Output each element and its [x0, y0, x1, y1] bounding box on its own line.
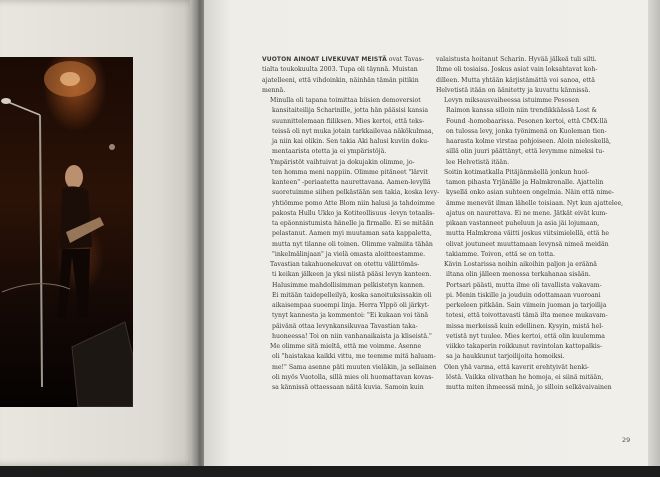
paragraph: [262, 342, 437, 393]
text-line: kysellä onko asian suhteen ongelmia. Näin että nime-: [446, 189, 614, 197]
text-line: huoneessa! Toi on niin vanhanaikaista ja kliseistä.": [272, 332, 432, 340]
text-line: suoretuimme siihen pelkästään sen takia, koska levy-: [272, 189, 440, 197]
text-line: tynyt kannesta ja kommentoi: "Ei kukaan voi tänä: [272, 312, 429, 320]
text-line: suunnittelemaan fiiliksen. Mies kertoi, että teks-: [272, 117, 425, 125]
text-line: pelastanut. Aamen myi muutaman sata kappaletta,: [272, 230, 432, 238]
text-column-2: [436, 55, 624, 393]
right-page: [204, 0, 648, 466]
text-line: tamon pihasta Yrjänälle ja Halmkronalle. Ajattelin: [446, 179, 604, 186]
text-line: ämme menevät ilman lähelle toisiaan. Nyt kun ajattelee,: [446, 199, 624, 207]
text-line: Tavastian takahuonekuvat on otettu välittömäs-: [270, 261, 420, 268]
text-line: haarasta kolme virstaa pohjoiseen. Aloin nieleskellä,: [446, 138, 611, 145]
concert-photo: [0, 57, 133, 407]
text-line: Kävin Lostarissa noihin aikoihin paljon ja eräänä: [444, 261, 597, 268]
paragraph: [436, 96, 611, 168]
paragraph: [262, 158, 440, 261]
text-line: sillä olin juuri päättänyt, että levymme nimeksi tu-: [446, 148, 605, 156]
text-line: Minulla oli tapana toimittaa biisien demoversiot: [270, 97, 421, 104]
text-line: lee Helvetistä itään.: [446, 158, 510, 166]
text-line: mennä.: [262, 86, 286, 94]
text-line: teissä oli nyt muka jotain tarkkailevaa näkökulmaa,: [272, 127, 434, 135]
text-line: Ihme oli tosiaisa. Joskus asiat vain loksahtavat koh-: [436, 66, 598, 74]
text-line: aikaisempaa suoempi linja. Herra Ylppö oli järkyt-: [272, 302, 430, 309]
text-line: Ei mitään taidepelleilyä, koska sanoituksissakin oli: [272, 291, 432, 299]
text-line: Soitin kotimatkalla Pitäjänmäellä jonkun huol-: [444, 168, 590, 176]
text-line: mutta miten ihmeessä minä, jo silloin selkävaivainen: [446, 384, 612, 391]
concert-photo-illustration: [0, 57, 133, 407]
text-line: Halusimme mahdollisimman pelkistetyn kannen.: [272, 281, 425, 289]
text-line: Raimon kanssa silloin niin trendikkäässä Lost &: [446, 107, 597, 115]
text-line: Me olimme sitä mieltä, että me voimme. Asenne: [270, 343, 422, 350]
paragraph: [436, 168, 624, 260]
text-line: oli myös Vuotolla, sillä mies oli huomattavan kovas-: [272, 373, 434, 381]
text-line: olivat joutuneet muuttamaan levynsä nimeä meidän: [446, 240, 609, 248]
page-number: 29: [622, 436, 631, 444]
text-line: vetistä nyt tuulee. Mies kertoi, että olin kuulemma: [446, 332, 605, 340]
text-line: missa merkeissä kuin edellinen. Kysyin, mistä hel-: [446, 322, 604, 330]
text-line: valaistusta hoitanut Scharin. Hyvää jälkeä tuli silti.: [436, 56, 597, 63]
text-line: ajatelleeni, että vihdoinkin, näinhän tämän pitikin: [262, 76, 419, 84]
paragraph: [262, 260, 432, 342]
text-line: on tulossa levy, jonka työnimenä on Kuoleman tien-: [446, 127, 607, 135]
text-line: pi. Menin tiskille ja jouduin odottamaan vuoroani: [446, 291, 601, 299]
text-line: mutta Halmkrona väitti joskus viitsimielellä, että he: [446, 230, 610, 238]
text-line: VUOTON AINOAT LIVEKUVAT MEISTÄ ovat Tavas-: [262, 56, 424, 63]
text-line: sa kännissä ottaessaan näitä kuvia. Samoin kuin: [272, 384, 424, 391]
text-line: pikaan vastanneet puheluun ja asia jäi lojumaan,: [446, 220, 600, 227]
table-surface: [0, 466, 660, 477]
text-line: ajatus on naurettava. Ei ne mene. Jätkät eivät kum-: [446, 209, 608, 217]
text-line: kanteen" -periaatetta naurettavana. Aamen-levyllä: [272, 179, 431, 186]
text-line: ti keikan jälkeen ja yksi niistä pääsi levyn kanteen.: [272, 271, 432, 279]
lead-in-caps: VUOTON AINOAT LIVEKUVAT MEISTÄ: [262, 56, 387, 63]
paragraph: [262, 55, 432, 96]
text-line: sa ja haukkunut tarjoilijoita homoiksi.: [446, 353, 565, 361]
text-line: tialta toukokuulta 2003. Tupa oli täynnä. Muistan: [262, 66, 418, 74]
text-line: ta epäonnistumista hänelle ja firmalle. Ei se mitään: [272, 220, 434, 227]
text-line: Helvetistä itään on äänitetty ja kuvattu kännissä.: [436, 86, 591, 94]
text-line: Olen yhä varma, että kaverit erehtyivät henki-: [444, 363, 590, 371]
text-line: Levyn miksausvaiheessa istuimme Pesosen: [444, 97, 580, 104]
text-line: totesi, että toivottavasti tämä ilta menee mukavam-: [446, 312, 608, 320]
text-line: pakosta Hullu Ukko ja Kotiteollisuus -levyn totaalis-: [272, 209, 435, 217]
text-line: perkeleen pitkään. Sain viimein juoman ja tarjoilija: [446, 302, 607, 309]
text-line: Ympäristöt vaihtuivat ja dokujakin olimme, jo-: [270, 158, 415, 166]
text-line: Portsari päästi, mutta ilme oli tavallista vakavam-: [446, 281, 602, 289]
left-page: [0, 0, 197, 466]
text-line: "inkelmälinjaan" ja vielä omasta aloitteestamme.: [272, 250, 426, 258]
text-line: yhtiömme pomo Atte Blom niin halusi ja tahdoimme: [272, 199, 435, 207]
text-line: takiamme. Toivon, että se on totta.: [446, 250, 556, 258]
text-line: Found -homobaarissa. Pesonen kertoi, että CMX:llä: [446, 117, 608, 125]
text-line: päivänä ottaa levynkansikuvaa Tavastian taka-: [272, 322, 418, 330]
text-line: dilleen. Mutta yhtään kärjistämättä voi sanoa, että: [436, 76, 595, 84]
text-line: mutta nyt tilanne oli toinen. Olimme valmiita tähän: [272, 240, 433, 248]
text-line: oli "haistakaa kaikki vittu, me teemme mitä haluam-: [272, 353, 436, 361]
paragraph: [436, 363, 612, 394]
text-line: iltana olin jälleen menossa terkahanaa sisään.: [446, 271, 591, 279]
paragraph: [436, 55, 606, 96]
text-line: viikko takaperin roikkunut ravintolan kattopalkis-: [446, 343, 603, 350]
paragraph: [436, 260, 606, 363]
text-column-1: [262, 55, 440, 393]
paragraph: [262, 96, 432, 158]
text-line: ja niin kai olikin. Sen takia Aki halusi kuviin doku-: [272, 138, 430, 145]
text-line: löstä. Vaikka olivathan he homoja, ei siinä mitään,: [446, 373, 604, 381]
text-line: mentaarista otetta ja ei ympäristöjä.: [272, 148, 387, 156]
text-line: kansitaiteilija Scharinille, jotta hän pääsisi kansia: [272, 107, 429, 115]
text-line: ten homma meni nappiin. Olimme pitäneet "lärvit: [272, 168, 428, 176]
text-line: me!" Sama asenne päti muuten vieläkin, ja sellainen: [272, 363, 437, 371]
